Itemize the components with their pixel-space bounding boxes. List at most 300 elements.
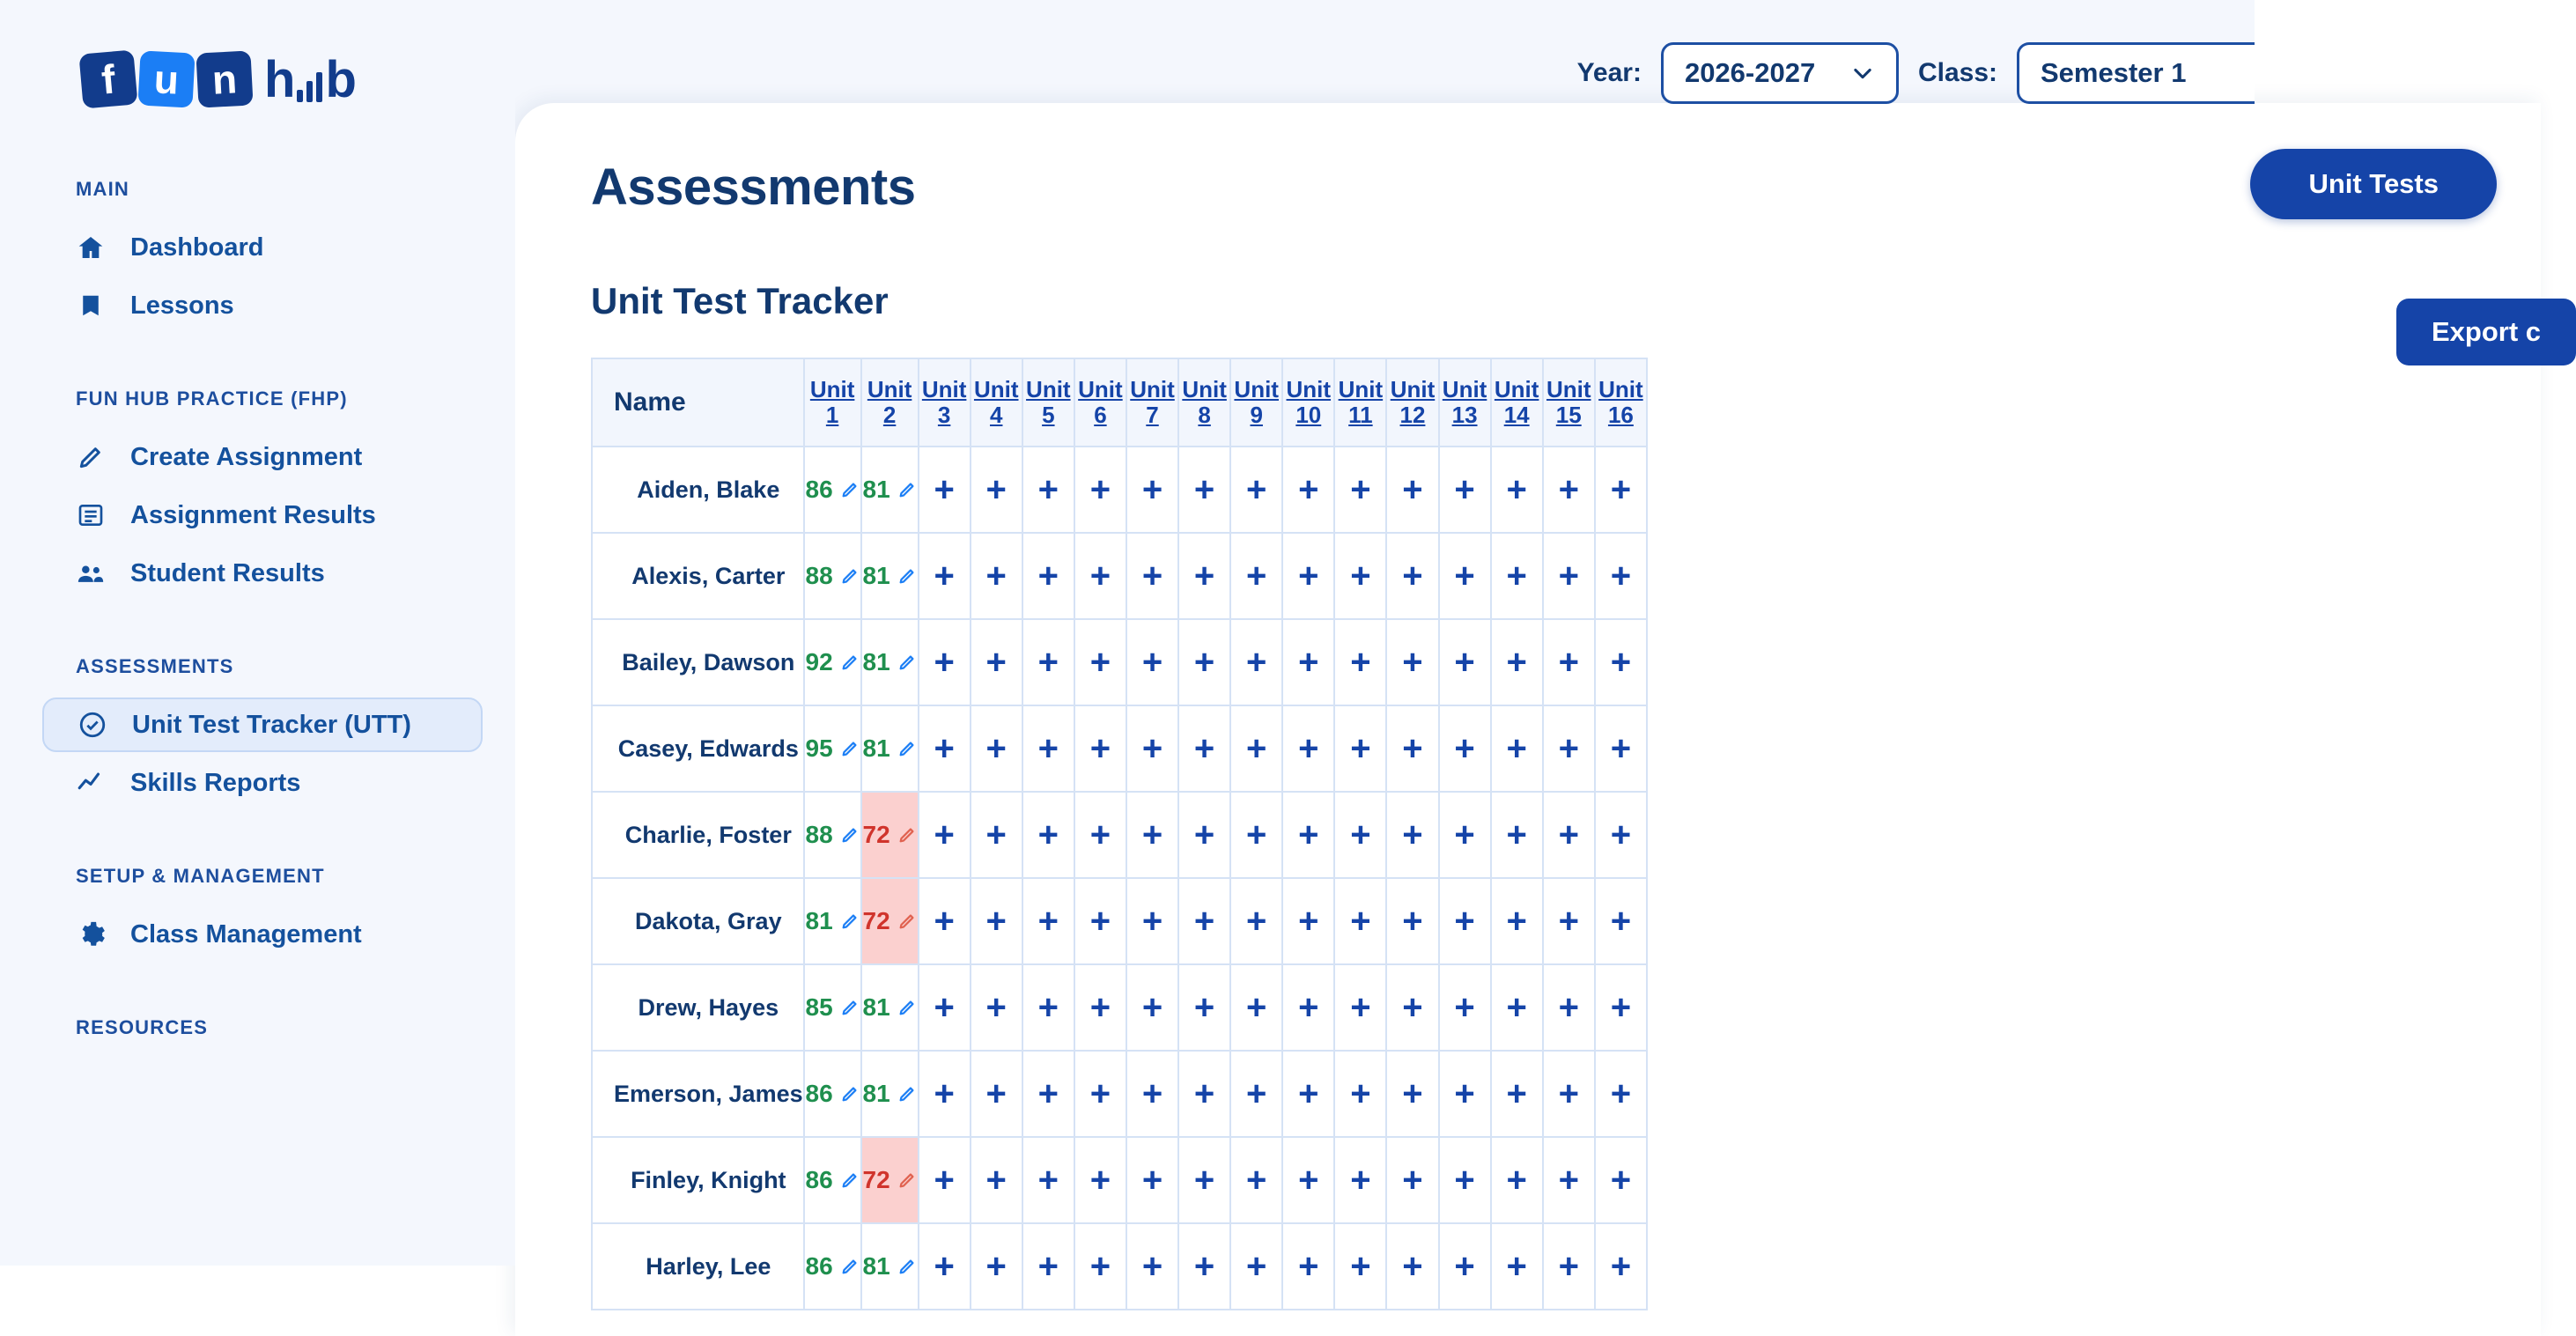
add-score-button: + — [1558, 902, 1579, 941]
add-score-cell[interactable] — [1543, 705, 1595, 792]
table-row — [592, 1137, 1647, 1223]
column-header-unit-7[interactable] — [1126, 358, 1178, 447]
sidebar-item-dashboard[interactable] — [0, 220, 515, 275]
add-score-cell[interactable] — [1178, 619, 1230, 705]
score-cell[interactable] — [804, 792, 861, 878]
score-cell[interactable] — [804, 964, 861, 1051]
sidebar-item-skills-reports[interactable] — [0, 756, 515, 810]
column-header-unit-2[interactable] — [861, 358, 919, 447]
add-score-button: + — [934, 643, 955, 682]
class-select[interactable] — [2017, 42, 2255, 104]
add-score-button: + — [985, 902, 1007, 941]
score-cell[interactable] — [804, 1051, 861, 1137]
unit-header-link[interactable]: Unit 10 — [1286, 375, 1332, 428]
table-row — [592, 447, 1647, 533]
add-score-button: + — [1037, 1074, 1059, 1113]
add-score-cell[interactable] — [1230, 964, 1282, 1051]
add-score-cell[interactable] — [1439, 792, 1491, 878]
check-circle-icon — [78, 710, 107, 740]
add-score-button: + — [1037, 643, 1059, 682]
add-score-cell[interactable] — [919, 964, 971, 1051]
add-score-cell[interactable] — [1543, 878, 1595, 964]
edit-pencil-icon[interactable] — [897, 739, 917, 758]
add-score-cell[interactable] — [1022, 1137, 1074, 1223]
add-score-cell[interactable] — [1386, 705, 1438, 792]
chart-line-icon — [76, 768, 106, 798]
add-score-cell[interactable] — [1386, 792, 1438, 878]
add-score-cell[interactable] — [919, 619, 971, 705]
year-select[interactable] — [1661, 42, 1899, 104]
add-score-button: + — [1350, 902, 1371, 941]
add-score-cell[interactable] — [1386, 619, 1438, 705]
add-score-cell[interactable] — [1386, 1223, 1438, 1310]
score-cell[interactable] — [861, 705, 919, 792]
logo-tile-n: n — [196, 50, 253, 107]
add-score-cell[interactable] — [971, 619, 1022, 705]
add-score-cell[interactable] — [1439, 533, 1491, 619]
add-score-cell[interactable] — [1491, 447, 1543, 533]
add-score-cell[interactable] — [1543, 533, 1595, 619]
add-score-cell[interactable] — [1282, 878, 1334, 964]
unit-header-link[interactable]: Unit 15 — [1546, 375, 1591, 428]
add-score-cell[interactable] — [1126, 1051, 1178, 1137]
add-score-cell[interactable] — [1439, 1137, 1491, 1223]
main-area — [515, 0, 2541, 1286]
add-score-cell[interactable] — [1491, 619, 1543, 705]
add-score-button: + — [1610, 816, 1632, 854]
add-score-button: + — [1298, 557, 1319, 595]
table-row — [592, 792, 1647, 878]
top-bar — [515, 0, 2255, 145]
score-cell[interactable] — [861, 1137, 919, 1223]
add-score-cell[interactable] — [1543, 619, 1595, 705]
add-score-cell[interactable] — [1022, 619, 1074, 705]
add-score-cell[interactable] — [1178, 1223, 1230, 1310]
add-score-cell[interactable] — [1439, 1051, 1491, 1137]
class-select-value: Semester 1 — [2041, 56, 2187, 88]
page-title: Assessments — [591, 159, 916, 216]
edit-pencil-icon[interactable] — [897, 1257, 917, 1276]
add-score-cell[interactable] — [919, 533, 971, 619]
add-score-cell[interactable] — [1439, 447, 1491, 533]
score-cell[interactable] — [804, 1137, 861, 1223]
score-cell[interactable] — [861, 1051, 919, 1137]
add-score-cell[interactable] — [1074, 964, 1126, 1051]
unit-header-link[interactable]: Unit 2 — [867, 375, 912, 428]
sidebar-item-assignment-results[interactable] — [0, 488, 515, 543]
score-cell[interactable] — [804, 533, 861, 619]
add-score-cell[interactable] — [1126, 1223, 1178, 1310]
add-score-button: + — [985, 1074, 1007, 1113]
unit-header-link[interactable]: Unit 12 — [1390, 375, 1436, 428]
unit-header-link[interactable]: Unit 13 — [1442, 375, 1487, 428]
add-score-button: + — [1298, 988, 1319, 1027]
export-button[interactable]: Export c — [2396, 299, 2576, 365]
unit-header-link[interactable]: Unit 8 — [1182, 375, 1227, 428]
add-score-button: + — [1506, 729, 1527, 768]
add-score-cell[interactable] — [1178, 792, 1230, 878]
add-score-cell[interactable] — [971, 447, 1022, 533]
edit-pencil-icon[interactable] — [840, 1170, 860, 1190]
add-score-button: + — [1350, 729, 1371, 768]
add-score-cell[interactable] — [971, 1223, 1022, 1310]
score-value: 86 — [805, 1252, 833, 1280]
add-score-button: + — [1350, 1247, 1371, 1286]
unit-test-table — [591, 358, 1648, 1310]
add-score-cell[interactable] — [971, 878, 1022, 964]
add-score-button: + — [1454, 557, 1475, 595]
add-score-cell[interactable] — [1178, 1137, 1230, 1223]
add-score-cell[interactable] — [1074, 619, 1126, 705]
add-score-cell[interactable] — [1334, 533, 1386, 619]
add-score-cell[interactable] — [1074, 533, 1126, 619]
add-score-cell[interactable] — [1595, 964, 1647, 1051]
add-score-cell[interactable] — [1439, 705, 1491, 792]
add-score-cell[interactable] — [1386, 878, 1438, 964]
add-score-cell[interactable] — [971, 1051, 1022, 1137]
add-score-cell[interactable] — [1126, 447, 1178, 533]
add-score-cell[interactable] — [1491, 964, 1543, 1051]
add-score-cell[interactable] — [1126, 705, 1178, 792]
column-header-unit-11[interactable] — [1334, 358, 1386, 447]
edit-pencil-icon[interactable] — [897, 653, 917, 672]
add-score-cell[interactable] — [1543, 792, 1595, 878]
add-score-button: + — [934, 902, 955, 941]
score-value: 72 — [862, 821, 890, 848]
score-cell[interactable] — [804, 447, 861, 533]
add-score-cell[interactable] — [1595, 878, 1647, 964]
add-score-button: + — [1350, 557, 1371, 595]
sidebar-section-resources: RESOURCES — [76, 1016, 209, 1038]
add-score-cell[interactable] — [1022, 1223, 1074, 1310]
add-score-cell[interactable] — [1282, 792, 1334, 878]
table-row — [592, 619, 1647, 705]
add-score-cell[interactable] — [1282, 1223, 1334, 1310]
add-score-cell[interactable] — [1074, 792, 1126, 878]
edit-pencil-icon[interactable] — [840, 998, 860, 1017]
add-score-cell[interactable] — [1543, 1051, 1595, 1137]
add-score-button: + — [1089, 1247, 1111, 1286]
add-score-cell[interactable] — [1126, 792, 1178, 878]
add-score-cell[interactable] — [1334, 619, 1386, 705]
unit-header-link[interactable]: Unit 14 — [1494, 375, 1539, 428]
add-score-cell[interactable] — [1126, 1137, 1178, 1223]
add-score-cell[interactable] — [1595, 792, 1647, 878]
edit-pencil-icon[interactable] — [897, 1084, 917, 1103]
unit-header-link[interactable]: Unit 7 — [1130, 375, 1175, 428]
add-score-cell[interactable] — [1230, 705, 1282, 792]
unit-header-link[interactable]: Unit 5 — [1026, 375, 1071, 428]
score-value: 72 — [862, 907, 890, 934]
add-score-cell[interactable] — [919, 1137, 971, 1223]
add-score-cell[interactable] — [1282, 1137, 1334, 1223]
add-score-cell[interactable] — [1074, 1051, 1126, 1137]
add-score-cell[interactable] — [919, 447, 971, 533]
column-header-unit-8[interactable] — [1178, 358, 1230, 447]
add-score-cell[interactable] — [1491, 1223, 1543, 1310]
score-cell[interactable] — [861, 964, 919, 1051]
logo-word-head: h — [264, 50, 295, 108]
add-score-cell[interactable] — [971, 533, 1022, 619]
add-score-button: + — [1350, 643, 1371, 682]
add-score-cell[interactable] — [1178, 705, 1230, 792]
add-score-button: + — [1454, 1161, 1475, 1199]
add-score-button: + — [934, 1161, 955, 1199]
student-name-cell: Aiden, Blake — [592, 447, 804, 533]
add-score-cell[interactable] — [1491, 878, 1543, 964]
add-score-button: + — [1454, 729, 1475, 768]
add-score-cell[interactable] — [1230, 1223, 1282, 1310]
add-score-button: + — [934, 557, 955, 595]
content-panel — [515, 103, 2541, 1336]
add-score-button: + — [1610, 643, 1632, 682]
add-score-cell[interactable] — [1491, 1137, 1543, 1223]
add-score-cell[interactable] — [1491, 1051, 1543, 1137]
unit-header-link[interactable]: Unit 9 — [1234, 375, 1279, 428]
score-cell[interactable] — [804, 619, 861, 705]
add-score-button: + — [1402, 1161, 1423, 1199]
sidebar-item-student-results[interactable] — [0, 546, 515, 601]
add-score-cell[interactable] — [1439, 964, 1491, 1051]
edit-pencil-icon[interactable] — [840, 480, 860, 499]
add-score-cell[interactable] — [1022, 533, 1074, 619]
add-score-cell[interactable] — [1022, 447, 1074, 533]
add-score-cell[interactable] — [1282, 1051, 1334, 1137]
score-cell[interactable] — [804, 1223, 861, 1310]
score-cell[interactable] — [804, 878, 861, 964]
column-header-unit-9[interactable] — [1230, 358, 1282, 447]
add-score-cell[interactable] — [1126, 533, 1178, 619]
edit-pencil-icon[interactable] — [840, 739, 860, 758]
edit-pencil-icon[interactable] — [840, 1084, 860, 1103]
add-score-cell[interactable] — [1334, 705, 1386, 792]
add-score-cell[interactable] — [1595, 1223, 1647, 1310]
column-header-unit-15[interactable] — [1543, 358, 1595, 447]
add-score-button: + — [1193, 470, 1215, 509]
add-score-cell[interactable] — [1126, 619, 1178, 705]
column-header-unit-3[interactable] — [919, 358, 971, 447]
add-score-button: + — [1246, 816, 1267, 854]
score-cell[interactable] — [861, 619, 919, 705]
add-score-cell[interactable] — [1386, 447, 1438, 533]
add-score-cell[interactable] — [1022, 792, 1074, 878]
score-cell[interactable] — [861, 533, 919, 619]
score-value: 88 — [805, 821, 833, 848]
column-header-unit-16[interactable] — [1595, 358, 1647, 447]
sidebar-item-unit-test-tracker[interactable] — [42, 698, 483, 752]
add-score-cell[interactable] — [1595, 619, 1647, 705]
add-score-cell[interactable] — [1126, 964, 1178, 1051]
add-score-cell[interactable] — [1022, 878, 1074, 964]
add-score-button: + — [1089, 1161, 1111, 1199]
unit-header-link[interactable]: Unit 11 — [1338, 375, 1384, 428]
add-score-button: + — [1089, 470, 1111, 509]
class-label: Class: — [1917, 57, 1997, 87]
column-header-unit-14[interactable] — [1491, 358, 1543, 447]
add-score-cell[interactable] — [1074, 447, 1126, 533]
add-score-cell[interactable] — [1439, 878, 1491, 964]
add-score-cell[interactable] — [1491, 533, 1543, 619]
add-score-cell[interactable] — [1334, 964, 1386, 1051]
edit-pencil-icon[interactable] — [897, 912, 917, 931]
add-score-cell[interactable] — [1022, 1051, 1074, 1137]
add-score-cell[interactable] — [1386, 533, 1438, 619]
add-score-button: + — [1141, 1161, 1163, 1199]
add-score-button: + — [1610, 557, 1632, 595]
add-score-button: + — [1037, 729, 1059, 768]
add-score-button: + — [1037, 557, 1059, 595]
add-score-button: + — [1141, 557, 1163, 595]
column-header-unit-4[interactable] — [971, 358, 1022, 447]
add-score-cell[interactable] — [1230, 447, 1282, 533]
add-score-button: + — [1402, 1247, 1423, 1286]
add-score-cell[interactable] — [1230, 619, 1282, 705]
edit-pencil-icon[interactable] — [840, 912, 860, 931]
student-name-cell: Casey, Edwards — [592, 705, 804, 792]
add-score-cell[interactable] — [1230, 1137, 1282, 1223]
add-score-cell[interactable] — [971, 1137, 1022, 1223]
add-score-cell[interactable] — [1439, 619, 1491, 705]
add-score-cell[interactable] — [1074, 878, 1126, 964]
add-score-button: + — [1089, 988, 1111, 1027]
add-score-cell[interactable] — [1282, 533, 1334, 619]
add-score-cell[interactable] — [1334, 878, 1386, 964]
add-score-cell[interactable] — [919, 1223, 971, 1310]
add-score-cell[interactable] — [1178, 1051, 1230, 1137]
add-score-cell[interactable] — [1543, 1223, 1595, 1310]
add-score-cell[interactable] — [1178, 878, 1230, 964]
column-header-unit-10[interactable] — [1282, 358, 1334, 447]
add-score-cell[interactable] — [1334, 1051, 1386, 1137]
add-score-cell[interactable] — [1491, 792, 1543, 878]
add-score-cell[interactable] — [1178, 447, 1230, 533]
add-score-cell[interactable] — [1334, 447, 1386, 533]
add-score-cell[interactable] — [1595, 447, 1647, 533]
add-score-cell[interactable] — [971, 792, 1022, 878]
column-header-unit-1[interactable] — [804, 358, 861, 447]
add-score-cell[interactable] — [1386, 1051, 1438, 1137]
sidebar-item-label: Assignment Results — [130, 500, 376, 529]
add-score-cell[interactable] — [1282, 964, 1334, 1051]
add-score-button: + — [1298, 1247, 1319, 1286]
add-score-cell[interactable] — [1595, 705, 1647, 792]
add-score-cell[interactable] — [1334, 1223, 1386, 1310]
add-score-cell[interactable] — [1282, 447, 1334, 533]
add-score-button: + — [1298, 729, 1319, 768]
add-score-cell[interactable] — [919, 1051, 971, 1137]
add-score-button: + — [985, 470, 1007, 509]
add-score-button: + — [1193, 1161, 1215, 1199]
add-score-cell[interactable] — [1230, 1051, 1282, 1137]
add-score-cell[interactable] — [1543, 1137, 1595, 1223]
add-score-cell[interactable] — [1386, 964, 1438, 1051]
add-score-button: + — [985, 729, 1007, 768]
add-score-cell[interactable] — [1491, 705, 1543, 792]
column-header-unit-13[interactable] — [1439, 358, 1491, 447]
add-score-cell[interactable] — [1386, 1137, 1438, 1223]
unit-header-link[interactable]: Unit 3 — [921, 375, 967, 428]
column-header-unit-5[interactable] — [1022, 358, 1074, 447]
edit-pencil-icon[interactable] — [897, 480, 917, 499]
add-score-cell[interactable] — [1178, 533, 1230, 619]
add-score-cell[interactable] — [1439, 1223, 1491, 1310]
edit-pencil-icon[interactable] — [897, 566, 917, 586]
column-header-unit-6[interactable] — [1074, 358, 1126, 447]
sidebar-item-lessons[interactable] — [0, 278, 515, 333]
add-score-cell[interactable] — [1595, 1137, 1647, 1223]
score-cell[interactable] — [861, 447, 919, 533]
app-logo[interactable] — [0, 35, 515, 123]
column-header-unit-12[interactable] — [1386, 358, 1438, 447]
sidebar-item-class-management[interactable] — [0, 907, 515, 962]
edit-pencil-icon[interactable] — [840, 825, 860, 845]
add-score-cell[interactable] — [1595, 1051, 1647, 1137]
add-score-button: + — [1089, 902, 1111, 941]
edit-pencil-icon[interactable] — [897, 825, 917, 845]
unit-tests-button[interactable]: Unit Tests — [2250, 149, 2497, 219]
score-cell[interactable] — [861, 1223, 919, 1310]
edit-pencil-icon[interactable] — [840, 1257, 860, 1276]
edit-pencil-icon[interactable] — [897, 998, 917, 1017]
pencil-icon — [76, 442, 106, 472]
add-score-cell[interactable] — [971, 705, 1022, 792]
add-score-cell[interactable] — [1230, 533, 1282, 619]
add-score-cell[interactable] — [1282, 619, 1334, 705]
score-value: 86 — [805, 476, 833, 503]
score-cell[interactable] — [861, 792, 919, 878]
unit-header-link[interactable]: Unit 4 — [973, 375, 1019, 428]
add-score-cell[interactable] — [1230, 878, 1282, 964]
edit-pencil-icon[interactable] — [840, 566, 860, 586]
column-header-name: Name — [592, 358, 804, 447]
unit-header-link[interactable]: Unit 1 — [809, 375, 855, 428]
edit-pencil-icon[interactable] — [840, 653, 860, 672]
score-value: 81 — [862, 734, 890, 762]
edit-pencil-icon[interactable] — [897, 1170, 917, 1190]
unit-header-link[interactable]: Unit 16 — [1598, 375, 1643, 428]
add-score-cell[interactable] — [971, 964, 1022, 1051]
add-score-cell[interactable] — [1230, 792, 1282, 878]
add-score-button: + — [1506, 988, 1527, 1027]
score-value: 81 — [862, 562, 890, 589]
add-score-cell[interactable] — [1022, 705, 1074, 792]
add-score-cell[interactable] — [1074, 1223, 1126, 1310]
add-score-cell[interactable] — [1543, 447, 1595, 533]
add-score-cell[interactable] — [1126, 878, 1178, 964]
add-score-cell[interactable] — [1074, 705, 1126, 792]
add-score-cell[interactable] — [1543, 964, 1595, 1051]
add-score-cell[interactable] — [1178, 964, 1230, 1051]
score-cell[interactable] — [861, 878, 919, 964]
score-cell[interactable] — [804, 705, 861, 792]
add-score-cell[interactable] — [1334, 792, 1386, 878]
add-score-button: + — [1454, 816, 1475, 854]
add-score-cell[interactable] — [919, 878, 971, 964]
sidebar-item-create-assignment[interactable] — [0, 430, 515, 484]
add-score-cell[interactable] — [1074, 1137, 1126, 1223]
add-score-cell[interactable] — [919, 705, 971, 792]
add-score-cell[interactable] — [919, 792, 971, 878]
add-score-cell[interactable] — [1334, 1137, 1386, 1223]
unit-header-link[interactable]: Unit 6 — [1078, 375, 1123, 428]
add-score-button: + — [1402, 902, 1423, 941]
add-score-cell[interactable] — [1595, 533, 1647, 619]
score-value: 86 — [805, 1166, 833, 1193]
add-score-cell[interactable] — [1282, 705, 1334, 792]
add-score-button: + — [1193, 902, 1215, 941]
sidebar-item-label: Lessons — [130, 291, 234, 320]
add-score-cell[interactable] — [1022, 964, 1074, 1051]
